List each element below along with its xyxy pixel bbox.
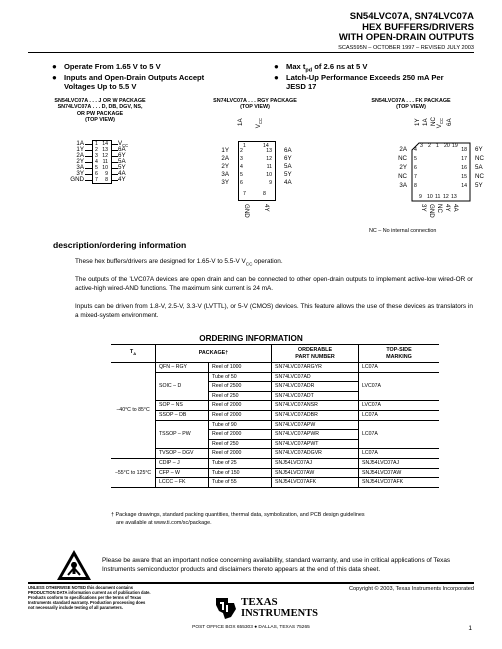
pin-number: 2 — [428, 143, 431, 149]
pin-label: 2Y — [221, 163, 229, 170]
pin-label: 1Y — [76, 146, 84, 153]
pin-label: 4A — [284, 179, 292, 186]
pin-number: 15 — [461, 174, 467, 180]
pin-label: NC — [475, 173, 484, 180]
pin-label: 6Y — [118, 152, 126, 159]
pin-label: 2A — [399, 146, 407, 153]
pin-number: 8 — [105, 177, 108, 183]
pin-label: 6A — [446, 118, 453, 126]
feature-latchup: ● Latch-Up Performance Exceeds 250 mA Per JESD 17 — [274, 73, 444, 91]
pin-number: 6 — [240, 180, 243, 186]
table-row: TSSOP – PW Tube of 90 SN74LVC07APW LC07A — [111, 420, 439, 430]
pin-label: GND — [243, 204, 250, 218]
rgy-package-title: SN74LVC07A . . . RGY PACKAGE (TOP VIEW) — [213, 98, 297, 111]
pin-number: 10 — [102, 165, 108, 171]
fk-package-title: SN54LVC07A . . . FK PACKAGE (TOP VIEW) — [371, 98, 451, 111]
description-paragraph-2: The outputs of the ’LVC07A devices are open drain and can be connected to other open-drain outputs to implement active-low wired-OR or active-high wired-AND functions. The maximum sink current is 24 mA. — [75, 276, 473, 292]
pin-label: 4Y — [263, 204, 270, 212]
doc-ref: SCAS595N – OCTOBER 1997 – REVISED JULY 2003 — [338, 45, 474, 51]
table-row: SOIC – D Tube of 50 SN74LVC07AD LVC07A — [111, 372, 439, 382]
pin-number: 6 — [414, 165, 417, 171]
pin-lead — [85, 180, 92, 181]
production-data-notice: UNLESS OTHERWISE NOTED this document contains PRODUCTION DATA information current as of publication date. Products conform to specifications per the terms of Texas Instruments standard warranty. Production processing does not necessarily include testing of all parameters. — [28, 585, 151, 611]
pin-number: 13 — [102, 147, 108, 153]
pin-number: 10 — [427, 194, 433, 200]
pin-lead — [85, 168, 92, 169]
ordering-table — [111, 344, 439, 488]
description-paragraph-1: These hex buffers/drivers are designed for 1.65-V to 5.5-V $V_{CC}$ operation. — [75, 258, 283, 267]
pin-label: 5A — [475, 164, 483, 171]
col-marking: TOP-SIDE MARKING — [359, 345, 440, 363]
pin-lead — [111, 162, 118, 163]
pin-number: 7 — [414, 174, 417, 180]
pin-number: 10 — [266, 172, 272, 178]
pin-label: 1A — [422, 118, 429, 126]
pin-number: 12 — [102, 153, 108, 159]
title-line-2: HEX BUFFERS/DRIVERS — [362, 21, 474, 33]
pin-number: 5 — [414, 156, 417, 162]
pin-label: 6Y — [475, 146, 483, 153]
pin-number: 7 — [243, 191, 246, 197]
pin-lead — [111, 174, 118, 175]
pin-label: 2A — [221, 155, 229, 162]
pin-number: 9 — [269, 180, 272, 186]
pin-label: 2Y — [76, 158, 84, 165]
pin-number: 16 — [461, 165, 467, 171]
pin-label: $V_{CC}$ — [254, 118, 263, 129]
pin-number: 2 — [240, 148, 243, 154]
pin-number: 6 — [95, 171, 98, 177]
pin-label: GND — [428, 204, 435, 218]
pin-number: 13 — [266, 148, 272, 154]
pin-number: 1 — [243, 143, 246, 149]
pin-label: 5A — [118, 158, 126, 165]
table-footnote: † Package drawings, standard packing quantities, thermal data, symbolization, and PCB design guidelines are available at www.ti.com/sc/package. — [111, 512, 365, 526]
pin-label: 6Y — [284, 155, 292, 162]
pin-number: 9 — [419, 194, 422, 200]
pin-lead — [85, 156, 92, 157]
pin-lead — [111, 180, 118, 181]
pin-number: 14 — [102, 141, 108, 147]
pin-label: 3Y — [221, 179, 229, 186]
table-row: −55°C to 125°C CDIP – J Tube of 25 SNJ54LVC07AJ SNJ54LVC07AJ — [111, 458, 439, 468]
header-rule — [28, 52, 474, 53]
table-row: Reel of 250 SN74LVC07APWT — [111, 439, 439, 449]
pin-number: 11 — [102, 159, 108, 165]
pin-label: 4A — [118, 170, 126, 177]
pin-label: 1A — [237, 118, 244, 126]
pin-label: NC — [398, 173, 407, 180]
col-ta: $T_A$ — [111, 345, 156, 363]
pin-number: 20 — [444, 143, 450, 149]
description-paragraph-3: Inputs can be driven from 1.8-V, 2.5-V, 3.3-V (LVTTL), or 5-V (CMOS) devices. This feature allows the use of these devices as translators in a mixed-system environment. — [75, 303, 473, 319]
pin-label: NC — [475, 155, 484, 162]
table-row: Reel of 2000 SN74LVC07APWR — [111, 430, 439, 440]
feature-tpd: ● Max $t_{pd}$ of 2.6 ns at 5 V — [274, 62, 368, 74]
pin-number: 11 — [266, 164, 272, 170]
pin-number: 8 — [263, 191, 266, 197]
pin-label: 5Y — [284, 171, 292, 178]
pin-lead — [85, 162, 92, 163]
pin-label: 3A — [221, 171, 229, 178]
table-row: −40°C to 85°C QFN – RGY Reel of 1000 SN74LVC07ARGYR LC07A — [111, 363, 439, 373]
pin-number: 9 — [105, 171, 108, 177]
pin-label: 2A — [76, 152, 84, 159]
pin-lead — [111, 150, 118, 151]
pin-label: 3A — [76, 164, 84, 171]
pin-number: 13 — [451, 194, 457, 200]
pin-label: 6A — [118, 146, 126, 153]
pin-number: 12 — [443, 194, 449, 200]
pin-number: 14 — [461, 183, 467, 189]
pin-number: 3 — [240, 156, 243, 162]
bullet-icon: ● — [52, 73, 57, 82]
col-package: PACKAGE† — [156, 345, 272, 363]
important-notice: Please be aware that an important notice concerning availability, standard warranty, and use in critical applications of Texas Instruments semiconductor products and disclaimers thereto appears at the end of this data sheet. — [102, 557, 451, 573]
jd-package-title: SN54LVC07A . . . J OR W PACKAGE SN74LVC07A . . . D, DB, DGV, NS, OR PW PACKAGE (TOP VIEW) — [54, 98, 146, 124]
pin-lead — [111, 168, 118, 169]
ti-logo-icon — [213, 595, 239, 621]
pin-label: 5A — [284, 163, 292, 170]
pin-number: 19 — [452, 143, 458, 149]
ta-military: −55°C to 125°C — [111, 458, 156, 487]
table-row: Reel of 250 SN74LVC07ADT — [111, 391, 439, 401]
pin-number: 1 — [436, 143, 439, 149]
title-line-3: WITH OPEN-DRAIN OUTPUTS — [338, 32, 474, 43]
footer-rule — [28, 582, 474, 584]
table-row: TVSOP – DGV Reel of 2000 SN74LVC07ADGVR LC07A — [111, 449, 439, 459]
col-orderable: ORDERABLE PART NUMBER — [272, 345, 359, 363]
ordering-title: ORDERING INFORMATION — [199, 334, 303, 343]
pin-lead — [85, 144, 92, 145]
pin-number: 4 — [240, 164, 243, 170]
pin-lead — [85, 174, 92, 175]
pin-label: 4Y — [444, 204, 451, 212]
pin-label: 1A — [76, 140, 84, 147]
pin-label: $V_{CC}$ — [435, 118, 444, 129]
header-title — [339, 12, 474, 44]
feature-voltage-range: ● Operate From 1.65 V to 5 V — [52, 62, 161, 71]
pin-number: 3 — [420, 143, 423, 149]
title-line-1: SN54LVC07A, SN74LVC07A — [349, 11, 474, 22]
pin-lead — [111, 156, 118, 157]
pin-label: NC — [436, 204, 443, 213]
bullet-icon: ● — [274, 73, 279, 82]
table-row: SSOP – DB Reel of 2000 SN74LVC07ADBR LC07A — [111, 410, 439, 420]
section-title-description: description/ordering information — [53, 240, 187, 250]
pin-label: NC — [430, 117, 437, 126]
ordering-header-row — [111, 345, 439, 363]
feature-5v-tolerant: ● Inputs and Open-Drain Outputs Accept Voltages Up to 5.5 V — [52, 73, 205, 91]
pin-number: 5 — [95, 165, 98, 171]
pin-label: 6A — [284, 147, 292, 154]
bullet-icon: ● — [274, 62, 279, 71]
pin-label: GND — [70, 176, 84, 183]
pin-label: NC — [398, 155, 407, 162]
pin-number: 4 — [95, 159, 98, 165]
pin-number: 17 — [461, 156, 467, 162]
pin-number: 11 — [435, 194, 441, 200]
bullet-icon: ● — [52, 62, 57, 71]
pin-number: 12 — [266, 156, 272, 162]
pin-label: 4A — [452, 204, 459, 212]
pin-number: 3 — [95, 153, 98, 159]
pin-lead — [111, 144, 118, 145]
copyright: Copyright © 2003, Texas Instruments Incorporated — [349, 586, 474, 592]
pin-number: 8 — [414, 183, 417, 189]
pin-label: 1Y — [414, 118, 421, 126]
ta-commercial: −40°C to 85°C — [111, 363, 156, 459]
pin-label: 3Y — [420, 204, 427, 212]
pin-label: 3Y — [76, 170, 84, 177]
pin-number: 2 — [95, 147, 98, 153]
table-row: CFP – W Tube of 150 SNJ54LVC07AW SNJ54LVC07AW — [111, 468, 439, 478]
post-office-address: POST OFFICE BOX 655303 ● DALLAS, TEXAS 75265 — [192, 625, 310, 630]
pin-label: 4Y — [118, 176, 126, 183]
pin-lead — [85, 150, 92, 151]
pin-number: 7 — [95, 177, 98, 183]
pin-number: 18 — [461, 147, 467, 153]
table-row: Reel of 2500 SN74LVC07ADR — [111, 382, 439, 392]
ti-logo-text: TEXAS INSTRUMENTS — [241, 596, 319, 619]
pin-label: 1Y — [221, 147, 229, 154]
pin-number: 5 — [240, 172, 243, 178]
pin-label: $V_{CC}$ — [118, 140, 129, 149]
pin-number: 1 — [95, 141, 98, 147]
pin-label: 2Y — [399, 164, 407, 171]
table-row: SOP – NS Reel of 2000 SN74LVC07ANSR LVC07A — [111, 401, 439, 411]
pin-number: 4 — [414, 147, 417, 153]
page-number: 1 — [468, 625, 472, 632]
warning-triangle-icon — [56, 549, 92, 581]
pin-label: 5Y — [475, 182, 483, 189]
nc-note: NC – No internal connection — [369, 228, 437, 234]
pin-label: 5Y — [118, 164, 126, 171]
pin-number: 14 — [263, 143, 269, 149]
pin-label: 3A — [399, 182, 407, 189]
table-row: LCCC – FK Tube of 55 SNJ54LVC07AFK SNJ54LVC07AFK — [111, 478, 439, 488]
